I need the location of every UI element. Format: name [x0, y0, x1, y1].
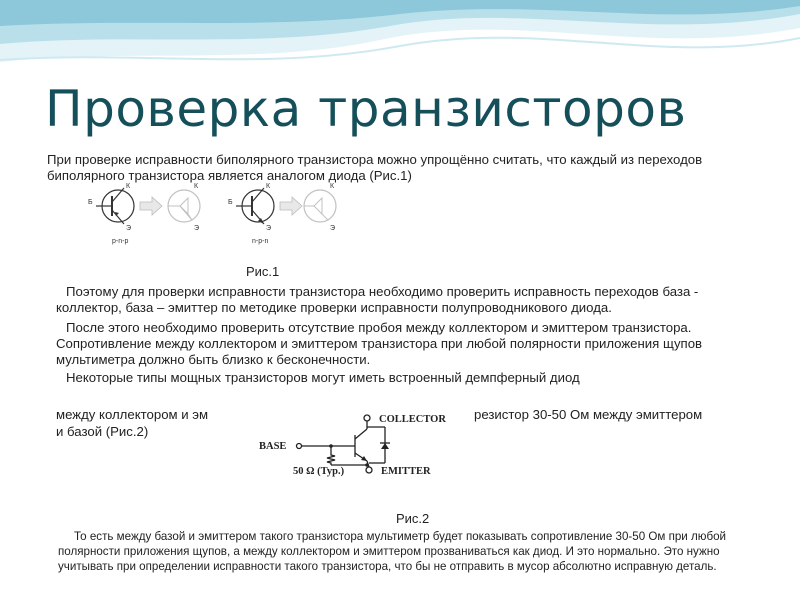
conclusion-text [58, 529, 748, 574]
fig1-label-emitter-3: Э [266, 225, 272, 232]
equivalence-arrow-1 [140, 197, 162, 215]
paragraph-2: После этого необходимо проверить отсутствие пробоя между коллектором и эмиттером транзистора. Сопротивление между коллектором и эмиттером транзистора при любой полярности приложения щупов мультиметра должно быть близко к бесконечности. [56, 320, 703, 367]
pnp-diode-equivalent [168, 190, 200, 222]
npn-transistor-symbol [236, 188, 274, 224]
fig1-label-collector-4: К [330, 183, 335, 190]
fig2-resistor-label: 50 Ω (Typ.) [293, 466, 345, 477]
figure-1-caption: Рис.1 [246, 264, 280, 279]
slide-title: Проверка транзисторов [45, 80, 687, 138]
fig1-label-npn: n-p-n [252, 238, 269, 245]
fig1-label-emitter-1: Э [126, 225, 132, 232]
fig1-label-base-1: Б [88, 199, 93, 206]
paragraph-1: Поэтому для проверки исправности транзистора необходимо проверить исправность переходов база - коллектор, база – эмиттер по методике проверки исправности полупроводникового диода. [56, 284, 699, 315]
fig2-emitter-label: EMITTER [381, 466, 431, 477]
figure-2-caption: Рис.2 [396, 511, 430, 526]
equivalence-arrow-2 [280, 197, 302, 215]
fig1-label-base-2: Б [228, 199, 233, 206]
fig2-base-label: BASE [259, 441, 287, 452]
paragraph-3-line-1: Некоторые типы мощных транзисторов могут иметь встроенный демпферный диод [66, 370, 580, 385]
npn-diode-equivalent [304, 190, 336, 222]
paragraph-3-line-3: и базой (Рис.2) [56, 424, 149, 439]
fig2-collector-label: COLLECTOR [379, 414, 446, 425]
intro-paragraph: При проверке исправности биполярного транзистора можно упрощённо считать, что каждый из переходов биполярного транзистора является аналогом диода (Рис.1) [47, 152, 703, 183]
paragraph-3-line-2-left: между коллектором и эм [56, 407, 209, 422]
header-wave-decoration [0, 0, 800, 75]
pnp-transistor-symbol [96, 188, 134, 224]
paragraph-3-line-2-right: резистор 30-50 Ом между эмиттером [474, 407, 703, 422]
fig1-label-collector-3: К [266, 183, 271, 190]
fig1-label-collector-2: К [194, 183, 199, 190]
figure-2-power-transistor-schematic [245, 405, 473, 481]
fig1-label-emitter-2: Э [194, 225, 200, 232]
paragraph-4: То есть между базой и эмиттером такого транзистора мультиметр будет показывать сопротивление 30-50 Ом при любой полярности приложения щупов, а между коллектором и эмиттером прозваниваться как диод. И это нормально. Это нужно учитывать при определении исправности такого транзистора, что бы не отправить в мусор абсолютно исправную деталь. [58, 530, 727, 573]
figure-1-transistor-diodes [88, 180, 338, 248]
body-text [56, 284, 756, 386]
fig1-label-collector-1: К [126, 183, 131, 190]
fig1-label-pnp: p-n-p [112, 238, 129, 245]
fig1-label-emitter-4: Э [330, 225, 336, 232]
